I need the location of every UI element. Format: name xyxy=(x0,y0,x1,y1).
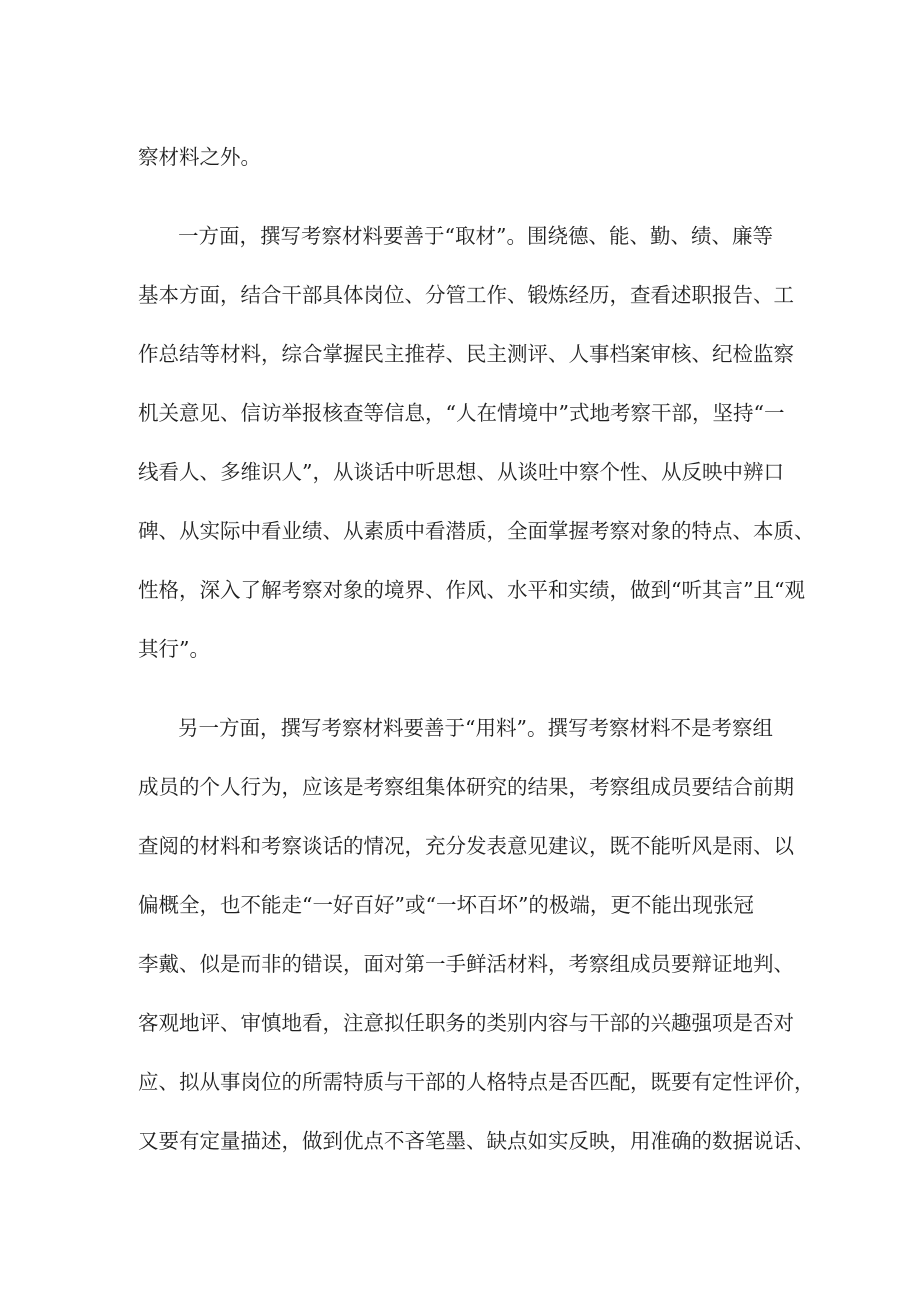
text-line: 基本方面，结合干部具体岗位、分管工作、锻炼经历，查看述职报告、工 xyxy=(138,283,794,307)
text-line: 机关意见、信访举报核查等信息，“人在情境中”式地考察干部，坚持“一 xyxy=(138,401,785,425)
paragraph-first-line: 一方面，撰写考察材料要善于“取材”。围绕德、能、勤、绩、廉等 xyxy=(178,224,773,248)
text-line: 查阅的材料和考察谈话的情况，充分发表意见建议，既不能听风是雨、以 xyxy=(138,834,794,858)
paragraph-first-line: 另一方面，撰写考察材料要善于“用料”。撰写考察材料不是考察组 xyxy=(178,716,773,740)
text-line: 客观地评、审慎地看，注意拟任职务的类别内容与干部的兴趣强项是否对 xyxy=(138,1011,794,1035)
text-line: 李戴、似是而非的错误，面对第一手鲜活材料，考察组成员要辩证地判、 xyxy=(138,952,794,976)
text-line: 成员的个人行为，应该是考察组集体研究的结果，考察组成员要结合前期 xyxy=(138,775,794,799)
text-line: 其行”。 xyxy=(138,637,210,661)
text-line: 作总结等材料，综合掌握民主推荐、民主测评、人事档案审核、纪检监察 xyxy=(138,342,794,366)
text-line: 察材料之外。 xyxy=(138,145,261,169)
text-line: 线看人、多维识人”，从谈话中听思想、从谈吐中察个性、从反映中辨口 xyxy=(138,460,784,484)
text-line: 性格，深入了解考察对象的境界、作风、水平和实绩，做到“听其言”且“观 xyxy=(138,578,805,602)
text-line: 又要有定量描述，做到优点不吝笔墨、缺点如实反映，用准确的数据说话、 xyxy=(138,1129,815,1153)
text-line: 偏概全，也不能走“一好百好”或“一坏百坏”的极端，更不能出现张冠 xyxy=(138,893,754,917)
text-line: 应、拟从事岗位的所需特质与干部的人格特点是否匹配，既要有定性评价， xyxy=(138,1070,815,1094)
text-line: 碑、从实际中看业绩、从素质中看潜质，全面掌握考察对象的特点、本质、 xyxy=(138,519,815,543)
